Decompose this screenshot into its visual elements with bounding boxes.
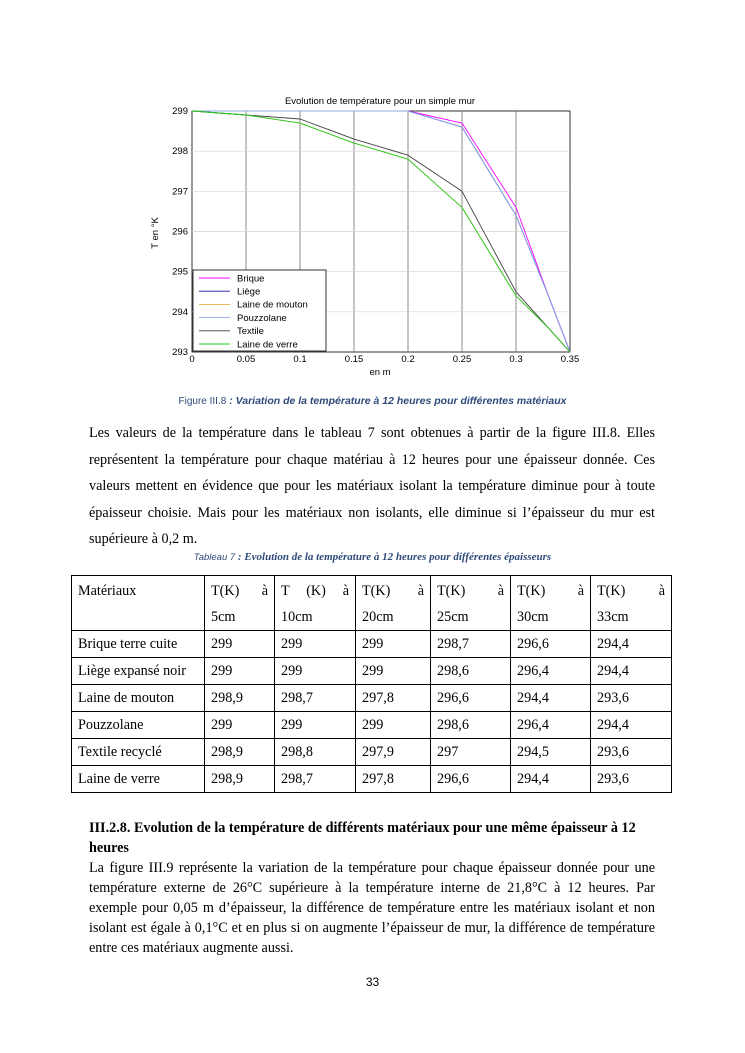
table-row: [72, 658, 672, 685]
table-cell: 294,4: [591, 712, 672, 739]
x-tick-label: 0: [189, 354, 195, 365]
table-cell-material: Pouzzolane: [72, 712, 205, 739]
figure-caption-text: : Variation de la température à 12 heures pour différentes matériaux: [226, 395, 567, 407]
table-row: [72, 712, 672, 739]
table-cell: 293,6: [591, 739, 672, 766]
table-cell: 298,7: [275, 685, 356, 712]
table-caption: [0, 551, 745, 563]
table-row: [72, 685, 672, 712]
x-tick-label: 0.3: [509, 354, 523, 365]
y-tick-label: 299: [172, 106, 188, 117]
chart-legend: [193, 270, 326, 351]
table-cell: 296,6: [431, 766, 511, 793]
table-cell: 296,6: [431, 685, 511, 712]
table-cell-material: Textile recyclé: [72, 739, 205, 766]
y-tick-label: 298: [172, 146, 188, 158]
table-header-cell: T (K) à 10cm: [275, 576, 356, 631]
legend-label: Liège: [237, 286, 261, 298]
table-cell: 298,8: [275, 739, 356, 766]
table-cell: 296,6: [511, 631, 591, 658]
table-cell: 298,7: [431, 631, 511, 658]
x-tick-label: 0.25: [452, 354, 472, 365]
table-cell: 299: [205, 712, 275, 739]
table-cell: 298,6: [431, 658, 511, 685]
table-cell: 298,9: [205, 685, 275, 712]
table-cell: 296,4: [511, 712, 591, 739]
paragraph-1: Les valeurs de la température dans le tableau 7 sont obtenues à partir de la figure III.8. Elles représentent la température pour chaque matériau à 12 heures pour une épaisseur donnée. Ces valeurs mettent en évidence que pour les matériaux isolant la température diminue pour à toute épaisseur choisie. Mais pour les matériaux non isolants, elle diminue si l’épaisseur du mur est supérieure à 0,2 m.: [89, 425, 655, 547]
table-caption-text: : Evolution de la température à 12 heures pour différentes épaisseurs: [235, 551, 552, 563]
table-cell: 293,6: [591, 766, 672, 793]
paragraph-2: La figure III.9 représente la variation de la température pour chaque épaisseur donnée pour une température externe de 26°C supérieure à la température interne de 21,8°C à 12 heures. Par exemple pour 0,05 m d’épaisseur, la différence de température entre les matériaux isolant et non isolant est égale à 0,1°C et en plus si on augmente l’épaisseur de mur, la différence de température entre ces matériaux augmente aussi.: [89, 860, 655, 956]
legend-label: Pouzzolane: [237, 312, 287, 324]
table-cell: 299: [356, 658, 431, 685]
table-header-cell: T(K) à 30cm: [511, 576, 591, 631]
table-header-cell: T(K) à 5cm: [205, 576, 275, 631]
table-cell: 294,4: [511, 685, 591, 712]
table-cell: 299: [356, 631, 431, 658]
figure-caption: [0, 395, 745, 407]
table-cell: 294,4: [511, 766, 591, 793]
page-number: 33: [365, 975, 380, 989]
table-cell-material: Brique terre cuite: [72, 631, 205, 658]
table-header-materiaux: Matériaux: [72, 576, 205, 631]
legend-label: Laine de mouton: [237, 299, 308, 311]
x-tick-label: 0.35: [560, 354, 580, 365]
table-cell: 297,8: [356, 685, 431, 712]
figure-caption-label: Figure III.8: [178, 396, 227, 407]
y-tick-label: 294: [172, 306, 188, 318]
table-cell: 297,9: [356, 739, 431, 766]
table-cell-material: Laine de verre: [72, 766, 205, 793]
x-tick-label: 0.15: [344, 354, 364, 365]
table-header-cell: T(K) à 20cm: [356, 576, 431, 631]
x-ticks: [189, 354, 579, 365]
table-cell: 299: [205, 631, 275, 658]
x-tick-label: 0.1: [293, 354, 307, 365]
table-cell: 294,4: [591, 631, 672, 658]
table-header-cell: T(K) à 25cm: [431, 576, 511, 631]
table-cell: 299: [275, 658, 356, 685]
x-axis-label: en m: [369, 367, 391, 378]
x-tick-label: 0.05: [236, 354, 256, 365]
y-axis-label: T en °K: [150, 217, 161, 249]
table-row: [72, 766, 672, 793]
y-ticks: [172, 106, 188, 358]
table-row: [72, 631, 672, 658]
table-cell: 296,4: [511, 658, 591, 685]
table-cell: 294,5: [511, 739, 591, 766]
table-header-cell: T(K) à 33cm: [591, 576, 672, 631]
chart-title: Evolution de température pour un simple mur: [284, 96, 476, 107]
legend-label: Textile: [237, 326, 264, 338]
table-cell: 299: [275, 712, 356, 739]
table-cell: 299: [275, 631, 356, 658]
section-heading: III.2.8. Evolution de la température de différents matériaux pour une même épaisseur à 12 heures: [89, 820, 636, 856]
table-cell: 298,7: [275, 766, 356, 793]
table-cell: 294,4: [591, 658, 672, 685]
table-cell: 299: [205, 658, 275, 685]
table-cell: 293,6: [591, 685, 672, 712]
table-cell: 298,9: [205, 739, 275, 766]
x-tick-label: 0.2: [401, 354, 415, 365]
table-caption-label: Tableau 7: [193, 552, 236, 563]
table-cell: 297: [431, 739, 511, 766]
legend-label: Laine de verre: [237, 339, 298, 351]
table-cell: 298,9: [205, 766, 275, 793]
table-cell-material: Liège expansé noir: [72, 658, 205, 685]
table-cell: 297,8: [356, 766, 431, 793]
temperature-table: [71, 575, 672, 793]
table-cell-material: Laine de mouton: [72, 685, 205, 712]
table-header-row: [72, 576, 672, 631]
y-tick-label: 293: [172, 347, 188, 358]
table-cell: 299: [356, 712, 431, 739]
temperature-chart: [0, 0, 745, 390]
y-tick-label: 295: [172, 266, 188, 278]
legend-label: Brique: [237, 273, 265, 285]
y-tick-label: 296: [172, 226, 188, 238]
table-cell: 298,6: [431, 712, 511, 739]
table-row: [72, 739, 672, 766]
y-tick-label: 297: [172, 186, 188, 198]
